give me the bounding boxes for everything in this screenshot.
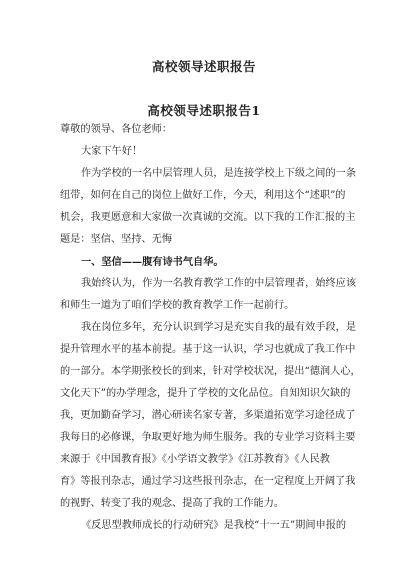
paragraph-line: 《反思型教师成长的行动研究》是我校“十一五”期间申报的: [81, 520, 347, 531]
document-title: 高校领导述职报告: [151, 59, 256, 74]
paragraph-line: 育》等报刊杂志，通过学习这些报刊杂志，在一定程度上开阔了我: [60, 476, 356, 487]
salutation: 尊敬的领导、各位老师：: [60, 124, 173, 135]
paragraph-line: 机会，我更愿意和大家做一次真诚的交流。以下我的工作汇报的主: [60, 212, 356, 223]
paragraph-line: 和师生一道为了咱们学校的教育教学工作一起前行。: [60, 300, 295, 311]
paragraph-line: 我始终认为，作为一名教育教学工作的中层管理者，始终应该: [81, 278, 357, 289]
paragraph-line: 提升管理水平的基本前提。基于这一认识，学习也就成了我工作中: [60, 344, 356, 355]
paragraph-line: 题是：坚信、坚持、无悔: [60, 234, 173, 245]
paragraph-line: 我在岗位多年，充分认识到学习是充实自我的最有效手段，是: [81, 322, 357, 333]
section-title: 高校领导述职报告1: [147, 103, 261, 118]
paragraph-line: 纽带，如何在自己的岗位上做好工作，今天，利用这个“述职”的: [60, 190, 346, 201]
paragraph-line: 的一部分。本学期张校长的到来，针对学校状况，提出“德润人心，: [60, 366, 361, 377]
section-heading: 一、坚信——腹有诗书气自华。: [81, 256, 224, 268]
paragraph-line: 我，更加勤奋学习，潜心研读名家专著，多渠道拓宽学习途径成了: [60, 410, 356, 421]
greeting: 大家下午好！: [81, 146, 143, 157]
paragraph-line: 的视野、转变了我的观念、提高了我的工作能力。: [60, 498, 285, 509]
paragraph-line: 文化天下”的办学理念，提升了学校的文化品位。自知知识欠缺的: [60, 388, 351, 399]
paragraph-line: 来源于《中国教育报》《小学语文教学》《江苏教育》《人民教: [60, 454, 330, 465]
paragraph-line: 我每日的必修课，争取更好地为师生服务。我的专业学习资料主要: [60, 432, 356, 443]
paragraph-line: 作为学校的一名中层管理人员，是连接学校上下级之间的一条: [81, 168, 357, 179]
